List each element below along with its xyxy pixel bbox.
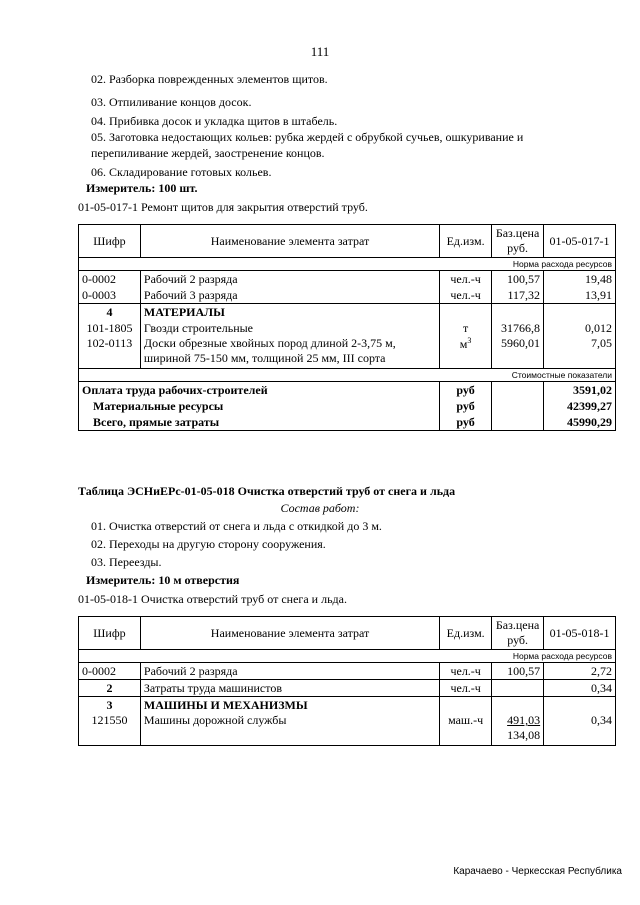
- cell-code: 121550: [79, 713, 141, 746]
- composition-heading: Состав работ:: [280, 501, 360, 515]
- header-price: Баз.цена руб.: [492, 225, 544, 258]
- cell-code: 0-0002: [79, 663, 141, 680]
- table-header: [79, 617, 616, 650]
- table-row: [79, 663, 616, 680]
- cell-price: [492, 680, 544, 697]
- operation-line: 03. Переезды.: [91, 555, 162, 569]
- cell-unit: чел.-ч: [440, 680, 492, 697]
- cell-name: Машины дорожной службы: [140, 713, 439, 746]
- operation-line: 06. Складирование готовых кольев.: [91, 165, 272, 179]
- operation-line: перепиливание жердей, заостренение концов.: [91, 146, 325, 160]
- total-unit: руб: [440, 382, 492, 399]
- cell-value: 0,34: [544, 680, 616, 697]
- norm-label-row: [79, 258, 616, 271]
- cell-price: 100,57: [492, 271, 544, 288]
- total-row: [79, 398, 616, 414]
- header-name: Наименование элемента затрат: [140, 225, 439, 258]
- cell-code: 0-0003: [79, 287, 141, 304]
- resource-table-1: [78, 224, 616, 431]
- total-value: 42399,27: [544, 398, 616, 414]
- resource-table-2: [78, 616, 616, 746]
- header-unit: Ед.изм.: [440, 225, 492, 258]
- cell-name: Рабочий 2 разряда: [140, 271, 439, 288]
- operation-line: 04. Прибивка досок и укладка щитов в штабель.: [91, 114, 338, 128]
- cell-name: Доски обрезные хвойных пород длиной 2-3,75 м, шириной 75-150 мм, толщиной 25 мм, III сорта: [140, 336, 439, 369]
- total-name: Оплата труда рабочих-строителей: [79, 382, 440, 399]
- table-row: [79, 713, 616, 746]
- cell-price: 100,57: [492, 663, 544, 680]
- cell-price: 117,32: [492, 287, 544, 304]
- total-row: [79, 382, 616, 399]
- cell-code: 101-1805: [79, 320, 141, 336]
- cost-label-row: [79, 369, 616, 382]
- total-value: 3591,02: [544, 382, 616, 399]
- cell-name: Затраты труда машинистов: [140, 680, 439, 697]
- header-price: Баз.цена руб.: [492, 617, 544, 650]
- section-number: 4: [79, 304, 141, 321]
- table-row: [79, 336, 616, 369]
- operation-line: 05. Заготовка недостающих кольев: рубка жердей с обрубкой сучьев, ошкуривание и: [91, 130, 524, 144]
- cell-code: 102-0113: [79, 336, 141, 369]
- header-item: 01-05-018-1: [544, 617, 616, 650]
- section-title: МАШИНЫ И МЕХАНИЗМЫ: [140, 697, 439, 714]
- operation-line: 01. Очистка отверстий от снега и льда с откидкой до 3 м.: [91, 519, 382, 533]
- cell-unit: маш.-ч: [440, 713, 492, 746]
- section-number: 3: [79, 697, 141, 714]
- item-title: 01-05-018-1 Очистка отверстий труб от снега и льда.: [78, 592, 347, 606]
- operation-line: 02. Разборка поврежденных элементов щитов.: [91, 72, 328, 86]
- total-unit: руб: [440, 398, 492, 414]
- norm-label: Норма расхода ресурсов: [79, 258, 616, 271]
- header-unit: Ед.изм.: [440, 617, 492, 650]
- header-item: 01-05-017-1: [544, 225, 616, 258]
- table-header: [79, 225, 616, 258]
- cell-value: 0,34: [544, 713, 616, 746]
- cell-value: 2,72: [544, 663, 616, 680]
- cell-name: Рабочий 3 разряда: [140, 287, 439, 304]
- cell-value: 0,012: [544, 320, 616, 336]
- measure-unit: Измеритель: 10 м отверстия: [86, 573, 240, 587]
- footer-region: Карачаево - Черкесская Республика: [453, 866, 622, 877]
- cell-name: Рабочий 2 разряда: [140, 663, 439, 680]
- section-row: [79, 697, 616, 714]
- total-row: [79, 414, 616, 431]
- table-row: [79, 271, 616, 288]
- cell-code: 0-0002: [79, 271, 141, 288]
- cell-unit: чел.-ч: [440, 663, 492, 680]
- header-code: Шифр: [79, 617, 141, 650]
- cell-price: 5960,01: [492, 336, 544, 369]
- section-row: [79, 304, 616, 321]
- section-title: МАТЕРИАЛЫ: [140, 304, 439, 321]
- cell-name: Гвозди строительные: [140, 320, 439, 336]
- cell-unit: т: [440, 320, 492, 336]
- table-row: [79, 680, 616, 697]
- measure-unit: Измеритель: 100 шт.: [86, 181, 198, 195]
- header-code: Шифр: [79, 225, 141, 258]
- total-name: Всего, прямые затраты: [79, 414, 440, 431]
- norm-label-row: [79, 650, 616, 663]
- table-row: [79, 287, 616, 304]
- cell-value: 19,48: [544, 271, 616, 288]
- operation-line: 03. Отпиливание концов досок.: [91, 95, 252, 109]
- total-value: 45990,29: [544, 414, 616, 431]
- header-name: Наименование элемента затрат: [140, 617, 439, 650]
- cost-label: Стоимостные показатели: [79, 369, 616, 382]
- cell-value: 13,91: [544, 287, 616, 304]
- norm-label: Норма расхода ресурсов: [79, 650, 616, 663]
- cell-unit: чел.-ч: [440, 287, 492, 304]
- cell-price: 491,03 134,08: [492, 713, 544, 746]
- table-row: [79, 320, 616, 336]
- cell-unit: $м^3$: [440, 336, 492, 369]
- item-title: 01-05-017-1 Ремонт щитов для закрытия отверстий труб.: [78, 200, 368, 214]
- operation-line: 02. Переходы на другую сторону сооружения.: [91, 537, 326, 551]
- cell-code: 2: [79, 680, 141, 697]
- cell-price: 31766,8: [492, 320, 544, 336]
- total-name: Материальные ресурсы: [79, 398, 440, 414]
- cell-unit: чел.-ч: [440, 271, 492, 288]
- table-title: Таблица ЭСНиЕРс-01-05-018 Очистка отверстий труб от снега и льда: [78, 484, 456, 498]
- total-unit: руб: [440, 414, 492, 431]
- page-number: 111: [310, 44, 330, 59]
- cell-value: 7,05: [544, 336, 616, 369]
